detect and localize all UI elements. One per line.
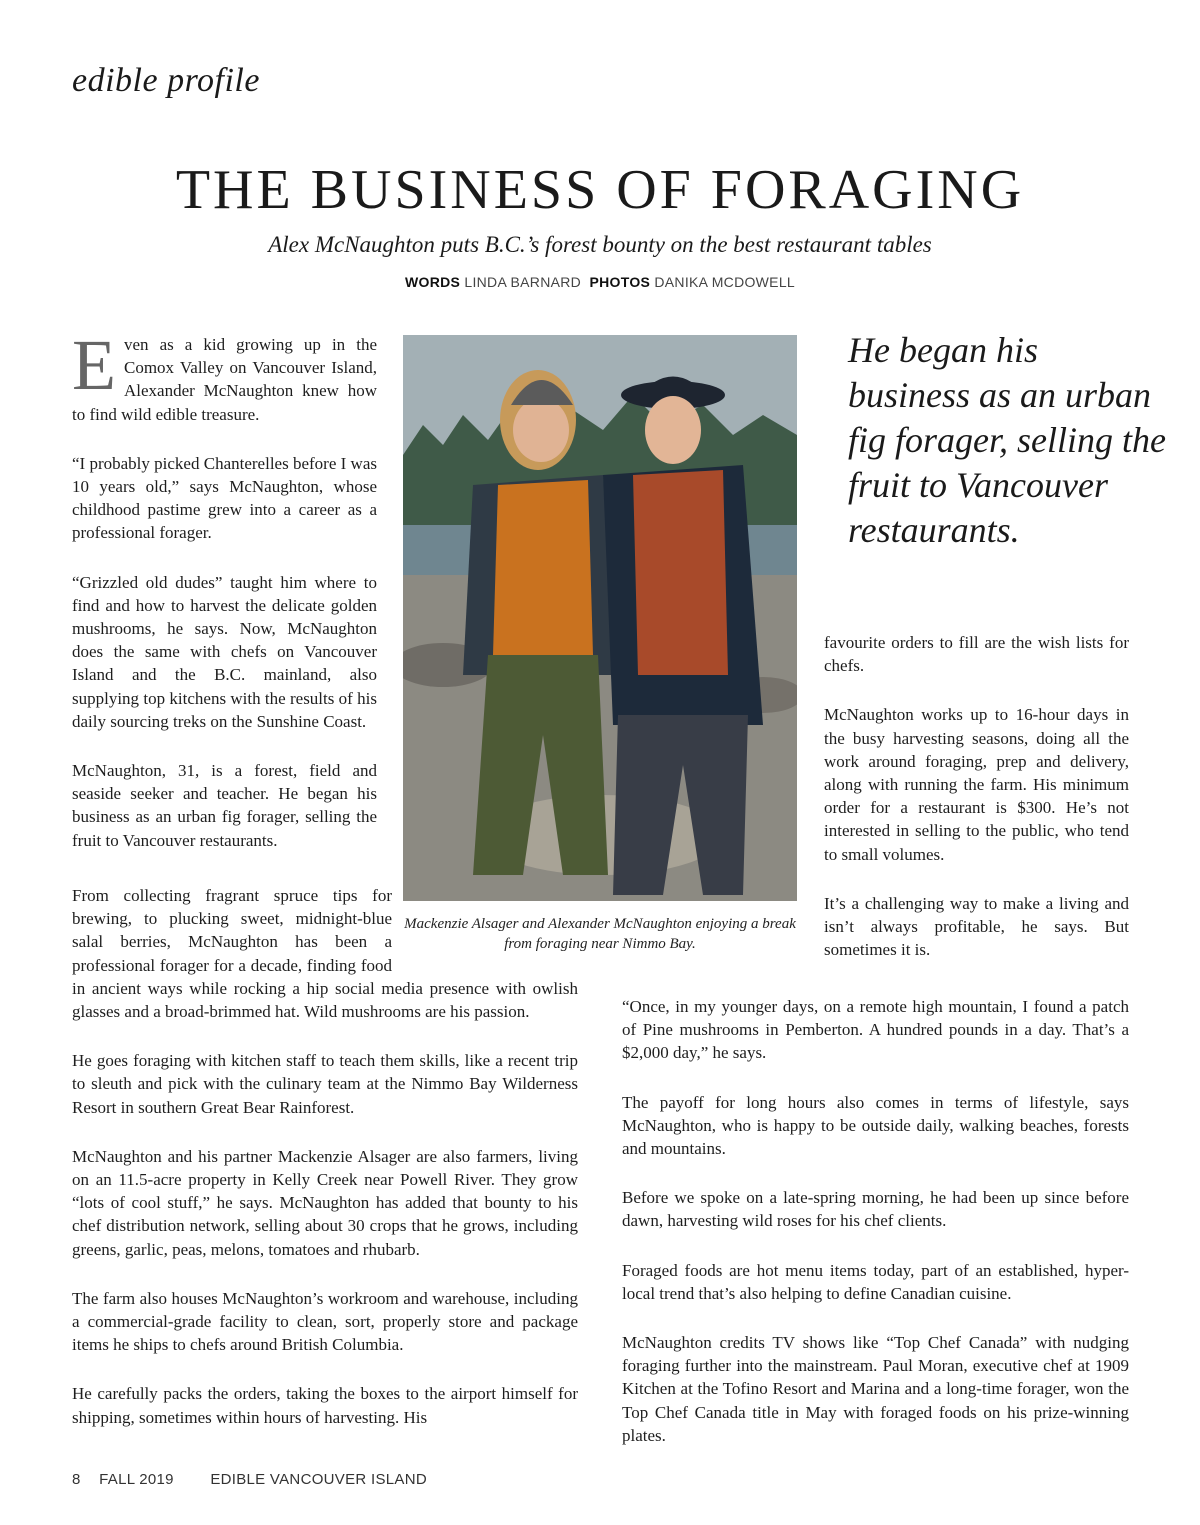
- paragraph: ven as a kid growing up in the Comox Valley on Vancouver Island, Alexander McNaughton knew how to find wild edible treasure.: [72, 335, 377, 424]
- paragraph: Before we spoke on a late-spring morning, he had been up since before dawn, harvesting wild roses for his chef clients.: [622, 1188, 1129, 1231]
- issue-date: FALL 2019: [99, 1471, 174, 1488]
- paragraph: “Once, in my younger days, on a remote high mountain, I found a patch of Pine mushrooms in Pemberton. A hundred pounds in a day. That’s a $2,000 day,” he says.: [622, 997, 1129, 1063]
- photo-illustration: [403, 335, 797, 901]
- paragraph: “Grizzled old dudes” taught him where to find and how to harvest the delicate golden mushrooms, he says. Now, McNaughton does the same with chefs on Vancouver Island and the B.C. mainland, also supplying top kitchens with the results of his daily sourcing treks on the Sunshine Coast.: [72, 572, 377, 731]
- page-number: 8: [72, 1471, 81, 1488]
- dek-subtitle: Alex McNaughton puts B.C.’s forest bounty on the best restaurant tables: [268, 232, 932, 257]
- article-column-lower-right: [622, 995, 1129, 1473]
- article-photo: [403, 335, 797, 901]
- paragraph: The payoff for long hours also comes in terms of lifestyle, says McNaughton, who is happy to be outside daily, walking beaches, forests and mountains.: [622, 1092, 1129, 1159]
- paragraph: He goes foraging with kitchen staff to teach them skills, like a recent trip to sleuth and pick with the culinary team at the Nimmo Bay Wilderness Resort in southern Great Bear Rainforest.: [72, 1051, 578, 1117]
- paragraph: McNaughton and his partner Mackenzie Alsager are also farmers, living on an 11.5-acre property in Kelly Creek near Powell River. They grow “lots of cool stuff,” he says. McNaughton has added that bounty to his chef distribution network, selling about 30 crops that he grows, including greens, garlic, peas, melons, tomatoes and rhubarb.: [72, 1146, 578, 1259]
- paragraph: Foraged foods are hot menu items today, part of an established, hyper-local trend that’s also helping to define Canadian cuisine.: [622, 1260, 1129, 1303]
- publication-name: EDIBLE VANCOUVER ISLAND: [210, 1471, 427, 1488]
- headline: THE BUSINESS OF FORAGING: [175, 159, 1025, 221]
- article-column-right: [824, 631, 1129, 987]
- byline-author: LINDA BARNARD: [464, 274, 582, 290]
- section-kicker: edible profile: [72, 62, 260, 99]
- pull-quote: He began his business as an urban fig forager, selling the fruit to Vancouver restaurants.: [848, 330, 1166, 550]
- paragraph: The farm also houses McNaughton’s workroom and warehouse, including a commercial-grade facility to clean, sort, properly store and package items he ships to chefs around British Columbia.: [72, 1288, 578, 1355]
- folio: [72, 1471, 441, 1488]
- byline-photographer: DANIKA MCDOWELL: [654, 274, 795, 290]
- article-column-left-top: [72, 325, 377, 878]
- photo-caption: Mackenzie Alsager and Alexander McNaughton enjoying a break from foraging near Nimmo Bay.: [404, 916, 796, 952]
- byline: [0, 274, 1200, 290]
- paragraph: McNaughton credits TV shows like “Top Chef Canada” with nudging foraging further into the mainstream. Paul Moran, executive chef at 1909 Kitchen at the Tofino Resort and Marina and a long-time forager, won the Top Chef Canada title in May with foraged foods on his prize-winning plates.: [622, 1333, 1129, 1445]
- paragraph: McNaughton works up to 16-hour days in the busy harvesting seasons, doing all the work around foraging, prep and delivery, along with running the farm. His minimum order for a restaurant is $300. He’s not interested in selling to the public, who tend to small volumes.: [824, 705, 1129, 864]
- paragraph: “I probably picked Chanterelles before I was 10 years old,” says McNaughton, whose childhood pastime grew into a career as a professional forager.: [72, 453, 377, 543]
- article-column-left-wrap: [72, 884, 578, 1455]
- byline-words-label: WORDS: [405, 274, 461, 290]
- paragraph: He carefully packs the orders, taking the boxes to the airport himself for shipping, sometimes within hours of harvesting. His: [72, 1384, 578, 1427]
- paragraph: From collecting fragrant spruce tips for brewing, to plucking sweet, midnight-blue salal berries, McNaughton has been a professional forager for a decade, finding food in ancient ways while rocking a hip social media presence with owlish glasses and a broad-brimmed hat. Wild mushrooms are his passion.: [72, 886, 578, 1022]
- drop-cap: E: [72, 325, 116, 405]
- paragraph: McNaughton, 31, is a forest, field and seaside seeker and teacher. He began his business as an urban fig forager, selling the fruit to Vancouver restaurants.: [72, 761, 377, 850]
- paragraph: favourite orders to fill are the wish lists for chefs.: [824, 633, 1129, 676]
- paragraph: It’s a challenging way to make a living and isn’t always profitable, he says. But sometimes it is.: [824, 893, 1129, 960]
- byline-photos-label: PHOTOS: [589, 274, 651, 290]
